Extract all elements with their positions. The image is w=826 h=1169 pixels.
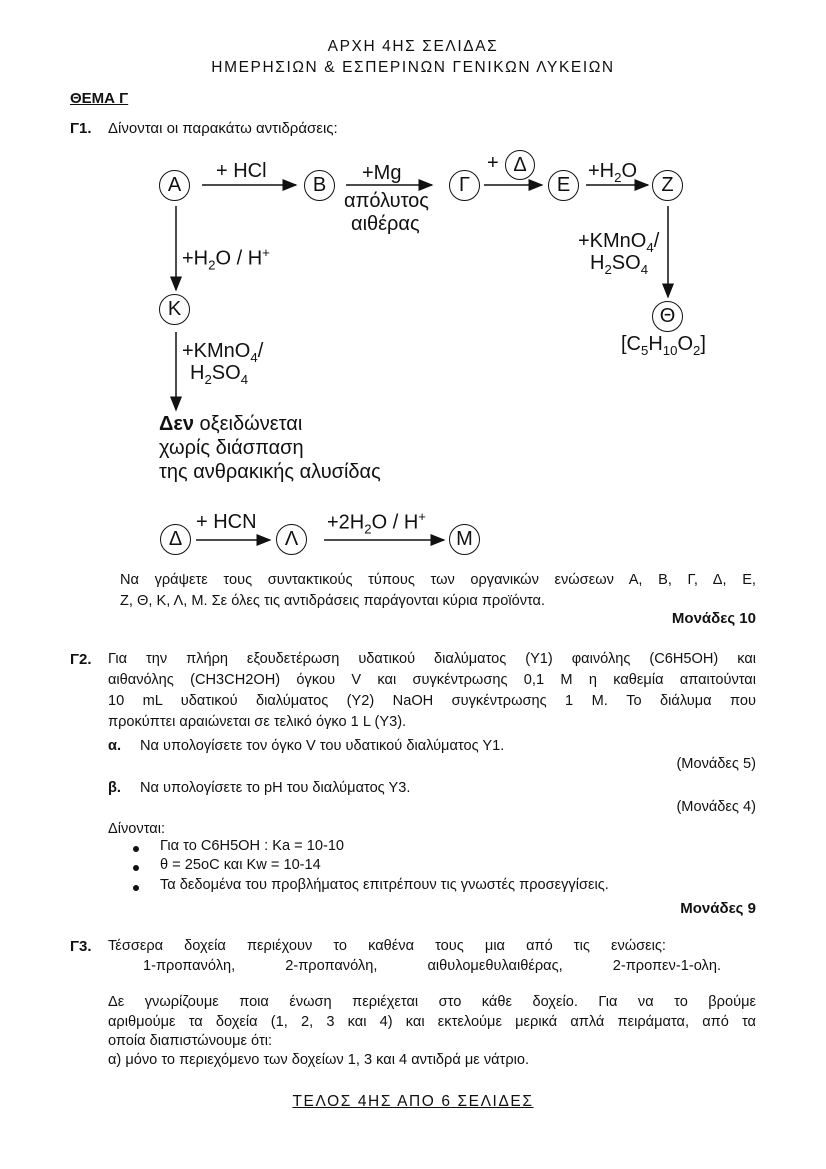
- label-k-1: +KMnO$_4$/: [182, 340, 264, 365]
- compound-d: Δ: [160, 524, 191, 555]
- g1-marks: Μονάδες 10: [671, 610, 756, 627]
- compound-b: Β: [304, 170, 335, 201]
- g2-bullet3: Τα δεδομένα του προβλήματος επιτρέπουν τις γνωστές προσεγγίσεις.: [160, 877, 609, 893]
- label-b-g-solvent1: απόλυτος: [344, 190, 429, 212]
- compound-d-reagent: Δ: [505, 150, 535, 180]
- g3-p-line3: οποία διαπιστώνουμε ότι:: [108, 1033, 273, 1049]
- bullet-icon: [133, 885, 139, 891]
- g3-p-line4: α) μόνο το περιεχόμενο των δοχείων 1, 3 και 4 αντιδρά με νάτριο.: [108, 1052, 530, 1068]
- g1-intro: Δίνονται οι παρακάτω αντιδράσεις:: [108, 120, 338, 137]
- bullet-icon: [133, 846, 139, 852]
- page-header-line2: ΗΜΕΡΗΣΙΩΝ & ΕΣΠΕΡΙΝΩΝ ΓΕΝΙΚΩΝ ΛΥΚΕΙΩΝ: [211, 59, 615, 76]
- g3-p-line2: αριθμούμε τα δοχεία (1, 2, 3 και 4) και εκτελούμε μερικά απλά πειράματα, από τα: [108, 1014, 756, 1030]
- page-header-line1: ΑΡΧΗ 4ΗΣ ΣΕΛΙΔΑΣ: [327, 38, 499, 55]
- theta-formula: $[C_5H_{10}O_2]$: [621, 333, 706, 358]
- label-b-g-reagent: +Mg: [362, 162, 402, 184]
- label-b-g-solvent2: αιθέρας: [351, 213, 420, 235]
- k-note-line2: χωρίς διάσπαση: [159, 437, 304, 459]
- bullet-icon: [133, 865, 139, 871]
- g3-p-line1: Δε γνωρίζουμε ποια ένωση περιέχεται στο κάθε δοχείο. Για να το βρούμε: [108, 994, 756, 1010]
- g2-bullet1: Για το C6H5OH : Ka = 10-10: [160, 838, 345, 854]
- g2-a-marks: (Μονάδες 5): [676, 756, 756, 772]
- label-g-e-plus: +: [487, 152, 499, 174]
- label-z-th-1: +KMnO$_4$/: [578, 230, 660, 255]
- label-k-2: $H_2SO_4$: [190, 362, 249, 387]
- label-e-z: $+H_2O$: [588, 160, 638, 185]
- page-footer: ΤΕΛΟΣ 4ΗΣ ΑΠΟ 6 ΣΕΛΙΔΕΣ: [292, 1093, 534, 1110]
- label-l-m: $+2H_2O / H^+$: [327, 509, 426, 537]
- g2-line2: αιθανόλης (CH3CH2OH) όγκου V και συγκέντρωσης 0,1 M η καθεμία απαιτούνται: [108, 672, 756, 688]
- compound-z: Ζ: [652, 170, 683, 201]
- g2-line4: προκύπτει αραιώνεται σε τελικό όγκο 1 L (Υ3).: [108, 714, 407, 730]
- label-a-b: + HCl: [216, 160, 267, 182]
- compound-th: Θ: [652, 301, 683, 332]
- theme-title: ΘΕΜΑ Γ: [70, 90, 129, 107]
- compound-l: Λ: [276, 524, 307, 555]
- g1-task-line2: Ζ, Θ, Κ, Λ, Μ. Σε όλες τις αντιδράσεις παράγονται κύρια προϊόντα.: [120, 593, 546, 609]
- g2-line1: Για την πλήρη εξουδετέρωση υδατικού διαλύματος (Υ1) φαινόλης (C6H5OH) και: [108, 651, 756, 667]
- k-note-line1: Δεν οξειδώνεται: [159, 413, 303, 435]
- g2-line3: 10 mL υδατικού διαλύματος (Υ2) NaOH συγκέντρωσης 1 M. Το διάλυμα που: [108, 693, 756, 709]
- g3-line1: Τέσσερα δοχεία περιέχουν το καθένα τους μια από τις ενώσεις:: [108, 938, 666, 954]
- question-number-g2: Γ2.: [70, 651, 92, 668]
- k-note-line3: της ανθρακικής αλυσίδας: [159, 461, 381, 483]
- question-number-g3: Γ3.: [70, 938, 92, 955]
- g2-b-marks: (Μονάδες 4): [676, 799, 756, 815]
- label-d-l: + HCN: [196, 511, 257, 533]
- compound-g: Γ: [449, 170, 480, 201]
- reaction-arrows: [0, 0, 826, 560]
- g2-a-text: Να υπολογίσετε τον όγκο V του υδατικού διαλύματος Υ1.: [140, 738, 505, 754]
- question-number-g1: Γ1.: [70, 120, 92, 137]
- g2-given: Δίνονται:: [108, 821, 165, 837]
- g2-b-label: β.: [108, 780, 121, 796]
- compound-e: Ε: [548, 170, 579, 201]
- g2-a-label: α.: [108, 738, 122, 754]
- g2-b-text: Να υπολογίσετε το pH του διαλύματος Υ3.: [140, 780, 411, 796]
- compound-m: Μ: [449, 524, 480, 555]
- compound-a: Α: [159, 170, 190, 201]
- label-z-th-2: $H_2SO_4$: [590, 252, 649, 277]
- compound-k: Κ: [159, 294, 190, 325]
- g2-bullet2: θ = 25oC και Kw = 10-14: [160, 857, 321, 873]
- g1-task-line1: Να γράψετε τους συντακτικούς τύπους των οργανικών ενώσεων Α, Β, Γ, Δ, Ε,: [120, 572, 756, 588]
- g3-line2: 1-προπανόλη, 2-προπανόλη, αιθυλομεθυλαιθέρας, 2-προπεν-1-ολη.: [143, 958, 721, 974]
- g2-marks: Μονάδες 9: [680, 900, 756, 917]
- label-a-k: $+H_2O / H^+$: [182, 245, 270, 273]
